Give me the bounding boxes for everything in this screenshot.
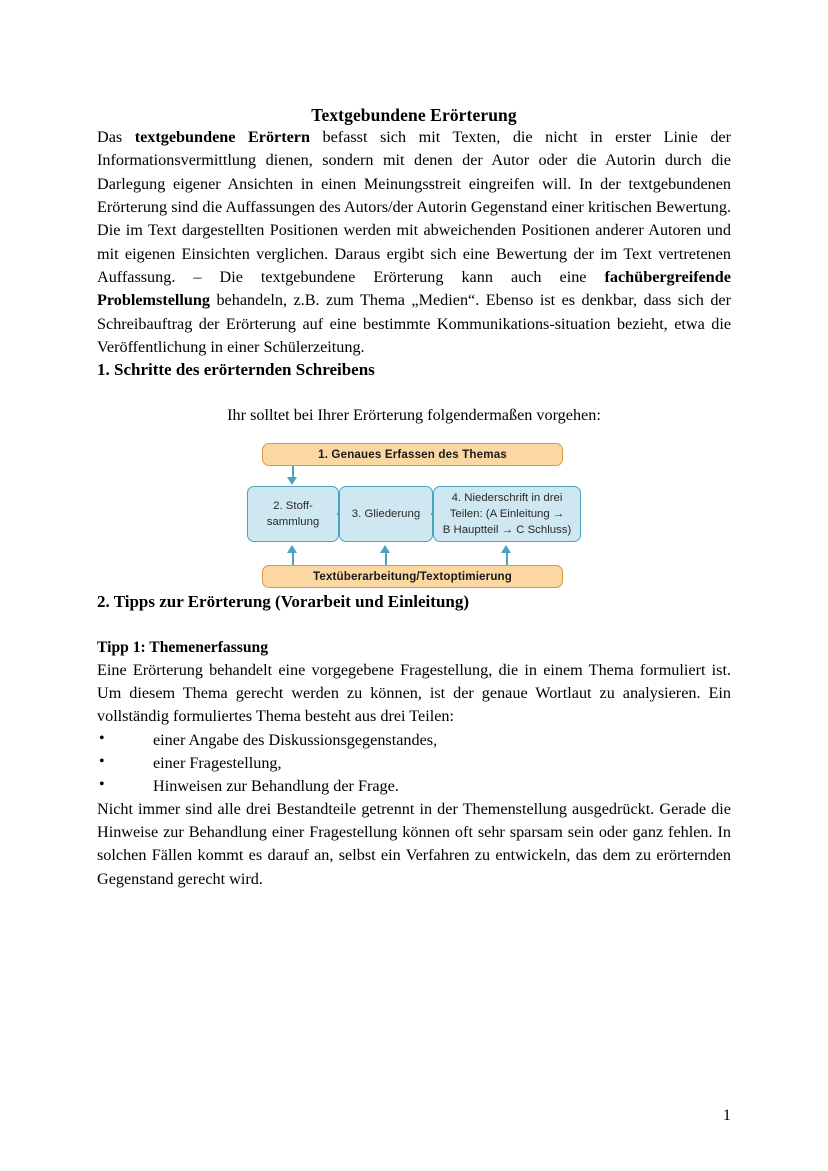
section-2-heading: 2. Tipps zur Erörterung (Vorarbeit und Einleitung) xyxy=(97,592,470,612)
diagram-node-niederschrift xyxy=(433,486,581,542)
arrow-down-icon xyxy=(287,477,297,485)
diagram-node-bottom-label: Textüberarbeitung/Textoptimierung xyxy=(312,570,513,584)
intro-text-3: behandeln, z.B. zum Thema „Medien“. Ebenso ist es denkbar, dass sich der Schreibauftrag der Erörterung auf eine bestimmte Kommunikations-situation bezieht, etwa die Veröffentlichung in einer Schülerzeitung. xyxy=(97,291,731,356)
bullet-icon: • xyxy=(99,729,105,747)
list-item-label: Hinweisen zur Behandlung der Frage. xyxy=(153,776,399,795)
arrow-up-icon-left xyxy=(287,545,297,553)
diagram-node-top-label: 1. Genaues Erfassen des Themas xyxy=(318,448,507,462)
diagram-node-step4-line1: 4. Niederschrift in drei xyxy=(451,492,563,505)
process-flow-diagram xyxy=(97,439,731,591)
theme-parts-list xyxy=(97,729,731,798)
diagram-node-step4-line3: B Hauptteil → C Schluss) xyxy=(442,524,572,537)
diagram-node-step2-line2: sammlung xyxy=(266,516,320,529)
intro-bold-2: fachübergreifende Problemstellung xyxy=(97,267,731,310)
diagram-node-step3-label: 3. Gliederung xyxy=(351,508,421,521)
page-content xyxy=(97,0,731,891)
bullet-icon: • xyxy=(99,752,105,770)
diagram-caption: Ihr solltet bei Ihrer Erörterung folgendermaßen vorgehen: xyxy=(227,406,601,425)
intro-text-2: befasst sich mit Texten, die nicht in erster Linie der Informationsvermittlung dienen, sondern mit denen der Autor oder die Autorin durch die Darlegung eigener Ansichten in einen Meinungsstreit eingreifen will. In der textgebundenen Erörterung sind die Auffassungen des Autors/der Autorin Gegenstand einer kritischen Bewertung. Die im Text dargestellten Positionen werden mit abweichenden Positionen anderer Autoren und mit eigenen Einsichten verglichen. Daraus ergibt sich eine Bewertung der im Text vertretenen Auffassung. – Die textgebundene Erörterung kann auch eine xyxy=(97,128,731,286)
diagram-node-gliederung xyxy=(339,486,433,542)
intro-paragraph xyxy=(97,126,731,359)
section-1-heading: 1. Schritte des erörternden Schreibens xyxy=(97,360,375,380)
diagram-node-genaues-erfassen xyxy=(262,443,563,466)
list-item xyxy=(97,775,731,798)
page-title: Textgebundene Erörterung xyxy=(311,105,517,125)
page-number: 1 xyxy=(722,1106,731,1124)
arrow-up-icon-middle xyxy=(380,545,390,553)
intro-bold-1: textgebundene Erörtern xyxy=(134,128,310,146)
diagram-node-textueberarbeitung xyxy=(262,565,563,588)
tip-1-paragraph: Eine Erörterung behandelt eine vorgegebene Fragestellung, die in einem Thema formuliert ist. Um diesem Thema gerecht werden zu können, ist der genaue Wortlaut zu analysieren. Ein vollständig formuliertes Thema besteht aus drei Teilen: xyxy=(97,660,731,726)
list-item-label: einer Angabe des Diskussionsgegenstandes, xyxy=(153,730,438,749)
list-item-label: einer Fragestellung, xyxy=(153,753,282,772)
arrow-up-icon-right xyxy=(501,545,511,553)
intro-text-1: Das xyxy=(97,128,135,146)
list-item xyxy=(97,729,731,752)
diagram-node-step4-line2: Teilen: (A Einleitung → xyxy=(449,508,565,521)
bullet-icon: • xyxy=(99,775,105,793)
diagram-node-step2-line1: 2. Stoff- xyxy=(273,500,313,513)
list-item xyxy=(97,752,731,775)
closing-paragraph: Nicht immer sind alle drei Bestandteile getrennt in der Themenstellung ausgedrückt. Gerade die Hinweise zur Behandlung einer Fragestellung können oft sehr sparsam sein oder ganz fehlen. In solchen Fällen kommt es darauf an, selbst ein Verfahren zu entwickeln, das dem zu erörternden Gegenstand gerecht wird. xyxy=(97,799,731,888)
diagram-node-stoffsammlung xyxy=(247,486,339,542)
tip-1-heading: Tipp 1: Themenerfassung xyxy=(97,639,268,657)
